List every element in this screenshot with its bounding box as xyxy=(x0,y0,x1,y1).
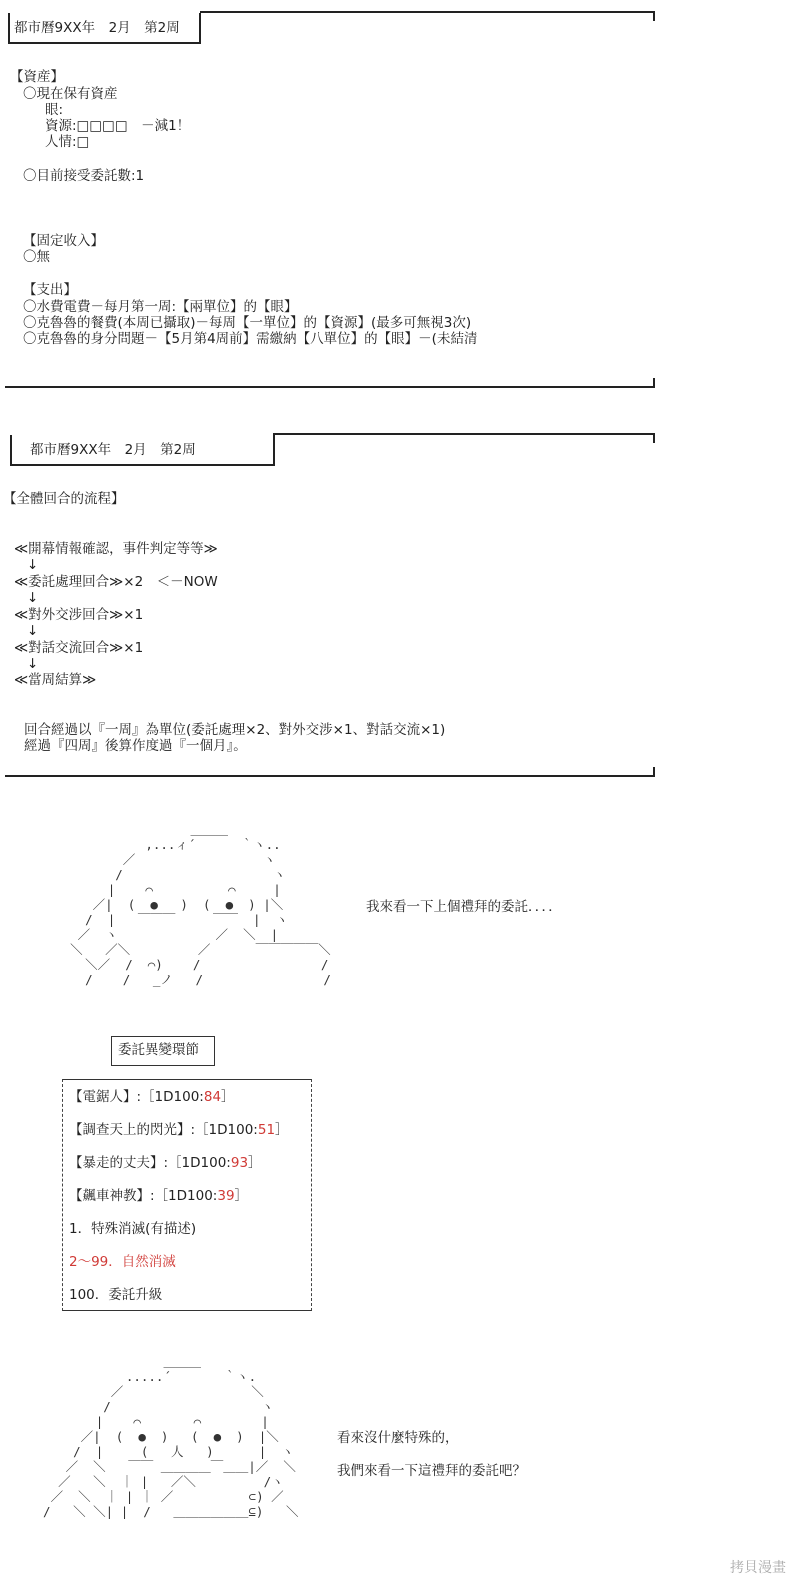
flow-arrow: ↓ xyxy=(27,557,39,573)
flow-step: ≪對話交流回合≫×1 xyxy=(14,640,144,656)
section-2-header: 都市曆9XX年 2月 第2周 xyxy=(30,442,196,458)
flow-arrow: ↓ xyxy=(27,590,39,606)
roll-item: 【飆車神教】:［1D100:39］ xyxy=(69,1188,249,1204)
roll-label: 委託異變環節 xyxy=(118,1042,199,1058)
expense-title: 【支出】 xyxy=(23,282,77,298)
dialog-2-line-1: 看來沒什麼特殊的， xyxy=(337,1430,459,1446)
current-assets: 〇現在保有資産 xyxy=(23,86,118,102)
roll-item: 【電鋸人】:［1D100:84］ xyxy=(69,1089,235,1105)
favor-value: 人情:□ xyxy=(45,134,90,150)
section-1-header: 都市曆9XX年 2月 第2周 xyxy=(14,20,180,36)
month-note: 經過『四周』後算作度過『一個月』。 xyxy=(24,738,247,754)
commission-count: 〇目前接受委託數:1 xyxy=(23,168,145,184)
eye-value: 眼: xyxy=(45,102,64,118)
assets-title: 【資産】 xyxy=(10,69,64,85)
expense-item: 〇克魯魯的身分問題－【5月第4周前】需繳納【八單位】的【眼】－(未結清 xyxy=(23,331,478,347)
fixed-income-value: 〇無 xyxy=(23,249,50,265)
watermark: 拷貝漫畫 xyxy=(730,1560,786,1576)
flow-title: 【全體回合的流程】 xyxy=(3,491,125,507)
expense-item: 〇克魯魯的餐費(本周已攝取)－每周【一單位】的【資源】(最多可無視3次) xyxy=(23,315,472,331)
roll-item: 【調查天上的閃光】:［1D100:51］ xyxy=(69,1122,289,1138)
dialog-2-line-2: 我們來看一下這禮拜的委託吧？ xyxy=(337,1463,526,1479)
roll-item: 【暴走的丈夫】:［1D100:93］ xyxy=(69,1155,262,1171)
roll-rule: 100．委託升級 xyxy=(69,1287,163,1303)
roll-rule: 1．特殊消滅(有描述) xyxy=(69,1221,197,1237)
flow-step: ≪委託處理回合≫×2 ＜－NOW xyxy=(14,574,218,590)
turn-note: 回合經過以『一周』為單位(委託處理×2、對外交涉×1、對話交流×1) xyxy=(24,722,446,738)
flow-step: ≪當周結算≫ xyxy=(14,672,97,688)
flow-step: ≪開幕情報確認，事件判定等等≫ xyxy=(14,541,218,557)
character-art: ＿＿＿ ,...ィ´ ｀ヽ.. ／ ヽ / ヽ | ⌒ ⌒ | ／| ( ● ) ( ● ) |＼ / | ￣￣￣ ￣￣ | ヽ ／ ヽ ／ ＼ | ＼ ／＼ ／ ￣￣￣￣￣＼ ＼／ / ⌒) / / / / _ノ / / xyxy=(70,822,331,987)
roll-rule: 2〜99．自然消滅 xyxy=(69,1254,176,1270)
character-art: ＿＿＿ .....´ ｀ヽ. ／ ＼ / ヽ | ⌒ ⌒ | ／| ( ● ) ( ● ) |＼ / | ( 人 ) | ヽ ／ ＼ ￣￣ ＿＿＿＿￣＿＿|／ ＼ ／ ＼ ｜ | ／＼ /ヽ ／ ＼ ｜ | ｜ ／ ⊂) ／ / ＼ ＼| | / ＿＿＿＿＿＿⊆) ＼ xyxy=(43,1354,299,1519)
resource-value: 資源:□□□□ －減1！ xyxy=(45,118,191,134)
dialog-1: 我來看一下上個禮拜的委託．．．． xyxy=(366,899,562,915)
flow-arrow: ↓ xyxy=(27,623,39,639)
flow-step: ≪對外交涉回合≫×1 xyxy=(14,607,144,623)
flow-arrow: ↓ xyxy=(27,656,39,672)
expense-item: 〇水費電費－每月第一周:【兩單位】的【眼】 xyxy=(23,299,298,315)
fixed-income-title: 【固定收入】 xyxy=(23,233,104,249)
